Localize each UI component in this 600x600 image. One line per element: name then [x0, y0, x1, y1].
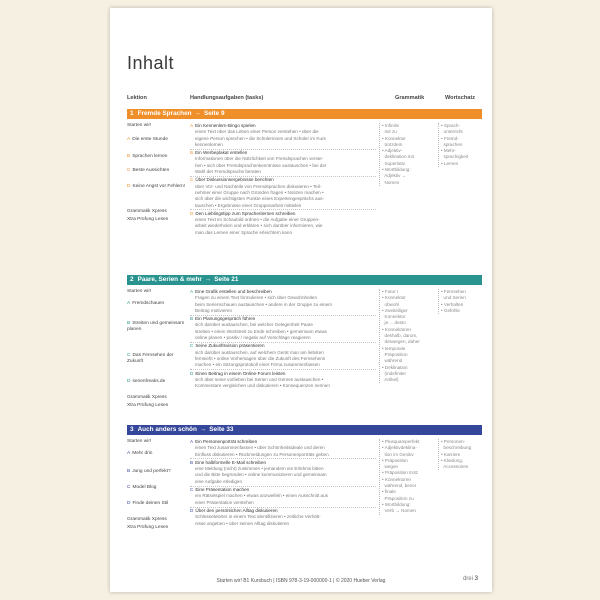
wortschatz-item: • Gefühle	[441, 307, 460, 313]
page-number	[463, 576, 478, 582]
task-description-line: eine Meldung (nicht) zustimmen • jemandem ein Erlebnis bitten	[195, 466, 324, 472]
task-description-line: streiten • einen Wortstreit zu Ende schreiben • gemeinsam etwas	[195, 328, 327, 334]
section-page: Seite 33	[209, 426, 234, 433]
lektion-letter: B	[127, 321, 131, 326]
grammatik-item: Konnektor	[382, 314, 406, 320]
task-description-line: einen Text zusammenfassen • über Schönheitsideale und deren	[195, 445, 325, 451]
lektion-letter: B	[127, 154, 131, 159]
grammatik-list	[379, 123, 435, 186]
wortschatz-item: • Fernsehen	[441, 289, 466, 294]
col-wortschatz: Wortschatz	[445, 95, 476, 101]
task-title-text: Eine Präsentation machen	[195, 487, 250, 493]
task-title-text: Den Lieblingstipp zum Sprachenlernen schreiben	[195, 210, 296, 216]
task-block	[190, 289, 376, 314]
wortschatz-item: • Sprach-	[441, 123, 460, 128]
section-body	[127, 435, 482, 561]
lektion-item[interactable]	[127, 301, 189, 307]
grammatik-item: • Deklination	[382, 364, 408, 370]
lektion-item[interactable]	[127, 209, 189, 215]
task-block	[190, 123, 376, 148]
lektion-item[interactable]	[127, 217, 189, 223]
section-number: 1	[130, 110, 134, 117]
task-description-line: online planen • positiv / negativ auf Vorschläge reagieren	[195, 335, 311, 341]
wortschatz-item: Accessoires	[441, 464, 469, 470]
task-description-line: man das Lernen einer Sprache erleichtern kann	[195, 229, 293, 235]
lektion-label: Beste Aussichten	[132, 168, 170, 173]
grammatik-item: • Wortbildung:	[382, 167, 411, 173]
grammatik-item: wegen	[382, 464, 399, 470]
grammatik-item: • Präposition	[382, 457, 408, 463]
lektion-item[interactable]	[127, 403, 189, 409]
grammatik-item: je ... desto	[382, 320, 406, 326]
task-title-text: Ein Personenporträt schreiben	[195, 439, 258, 444]
grammatik-item: • Präposition trotz	[382, 470, 419, 476]
lektion-item[interactable]	[127, 168, 189, 174]
section-body	[127, 285, 482, 423]
lektion-label: Xtra Prüfung Lesen	[127, 525, 169, 530]
task-description-line: einen Text im Schaubild ordnen • die Aufgabe einer Gruppen-	[195, 217, 320, 223]
lektion-item[interactable]	[127, 154, 189, 160]
task-description-line: eigene Person sprechen • die Schülerinnen und Schüler im Kurs	[195, 135, 326, 141]
task-block	[190, 343, 376, 368]
task-description-line: eine Aufgabe erledigen	[195, 478, 242, 484]
task-title-text: Seine Zukunftsvision präsentieren	[195, 343, 265, 349]
footer-text: Starten wir! B1 Kursbuch | ISBN 978-3-19-000000-1 | © 2020 Hueber Verlag	[216, 578, 386, 584]
wortschatz-list	[438, 439, 482, 470]
grammatik-item: • Konnektoren	[382, 326, 411, 332]
wortschatz-item: • Mehr-	[441, 148, 456, 154]
grammatik-item: • Konnektor	[382, 295, 406, 301]
wortschatz-item: beschreibung	[441, 445, 472, 451]
grammatik-item: trotzdem	[382, 141, 403, 147]
task-title-text: Eine Grafik erstellen und beschreiben	[195, 289, 272, 294]
task-description-line: Schlüsselwörter in einem Text identifizieren • zeitliche Verhält-	[195, 514, 321, 520]
lektion-label: serienfreaks.de	[132, 379, 166, 384]
lektion-label: Fremdschauen	[132, 301, 165, 306]
task-title-text: Ein Kennenlern-Bingo spielen	[195, 123, 256, 128]
task-description-line: Beitrag motivieren	[195, 307, 233, 313]
wortschatz-item: • Kleidung,	[441, 457, 464, 463]
lektion-item[interactable]	[127, 379, 189, 385]
lektion-item[interactable]	[127, 353, 189, 365]
column-headers	[127, 95, 482, 107]
section-page: Seite 9	[203, 110, 225, 117]
task-description-line: Einfluss diskutieren • Rückmeldungen zu Personenporträts geben	[195, 451, 329, 457]
task-description-line: Wahl der Fremdsprache beraten	[195, 169, 261, 175]
lektion-letter: A	[127, 137, 131, 142]
grammatik-item: deklination mit	[382, 154, 414, 160]
task-description-line: einer Präsentation verstehen	[195, 499, 254, 505]
task-description-line: einen Text über das Leben einer Person verstehen • über die	[195, 129, 319, 135]
section-header-bar[interactable]	[127, 275, 482, 285]
section-title: Paare, Serien & mehr	[137, 276, 202, 283]
task-description-line: hen • sich über Fremdsprachenkenntnisse austauschen • bei der	[195, 162, 327, 168]
grammatik-item: tion im Genitiv	[382, 451, 414, 457]
lektion-label: Keine Angst vor Fehlern!	[132, 184, 185, 189]
col-handlung: Handlungsaufgaben (tasks)	[190, 95, 264, 101]
task-description-line: sich darüber austauschen, auf welchem Gerät man am liebsten	[195, 349, 324, 355]
lektion-label: Sprachen lernen	[132, 154, 168, 159]
wortschatz-item: und Serien	[441, 295, 466, 301]
page-label: drei	[462, 576, 473, 582]
section-1	[127, 109, 482, 267]
task-letter: B	[190, 459, 194, 465]
lektion-item[interactable]	[127, 501, 189, 507]
lektion-item[interactable]	[127, 525, 189, 531]
lektion-label: Grammatik Xpress	[127, 395, 167, 400]
task-letter: B	[190, 316, 194, 322]
section-number: 3	[130, 426, 134, 433]
lektion-item[interactable]	[127, 485, 189, 491]
lektion-item[interactable]	[127, 123, 189, 129]
wortschatz-list	[438, 123, 482, 167]
lektion-letter: C	[127, 353, 131, 358]
grammatik-item: • Plusquamperfekt	[382, 439, 420, 444]
task-title-text: Über den persönlichen Alltag diskutieren	[195, 508, 278, 513]
wortschatz-item: • Fremd-	[441, 135, 459, 141]
grammatik-item: Artikel)	[382, 377, 399, 383]
lektion-label: Model Blog	[132, 485, 157, 490]
lektion-label: Starten wir!	[127, 289, 152, 294]
task-description-line: ein Rätselspiel machen • etwas anzweifeln • einen Ausschnitt aus	[195, 493, 328, 499]
task-block	[190, 371, 376, 390]
lektion-label: Finde deinen Stil	[132, 501, 169, 506]
task-description-line: machen • ein Sitzungsprotokoll einer Firma zusammenfassen	[195, 362, 320, 368]
lektion-letter: C	[127, 485, 131, 490]
task-block	[190, 177, 376, 208]
task-block	[190, 150, 376, 175]
lektion-item[interactable]	[127, 395, 189, 401]
lektion-item[interactable]	[127, 321, 189, 333]
lektion-label: Streiten und gemeinsam planen	[127, 321, 185, 332]
task-title-text: Einen Beitrag in einem Online-Forum leisten	[195, 370, 286, 376]
lektion-label: Die erste Stunde	[132, 137, 168, 142]
lektion-item[interactable]	[127, 184, 189, 190]
grammatik-item: • Adjektivdeklina-	[382, 445, 417, 451]
lektion-item[interactable]	[127, 451, 189, 457]
task-letter: C	[190, 487, 194, 493]
lektion-label: Mehr drin	[132, 451, 153, 456]
col-grammatik: Grammatik	[395, 95, 425, 101]
lektion-letter: B	[127, 469, 131, 474]
lektion-letter: D	[127, 184, 131, 189]
task-title-text: Ein Werbeplakat erstellen	[195, 150, 248, 156]
task-block	[190, 211, 376, 236]
lektion-letter: A	[127, 451, 131, 456]
section-page: Seite 21	[214, 276, 239, 283]
grammatik-item: • Futur I	[382, 289, 399, 294]
section-3	[127, 425, 482, 561]
grammatik-item: Verb → Nomen	[382, 508, 416, 514]
lektion-label: Xtra Prüfung Lesen	[127, 217, 169, 222]
task-letter: A	[190, 289, 194, 294]
wortschatz-item: unterricht	[441, 129, 463, 135]
task-description-line: kennenlernen	[195, 141, 223, 147]
task-description-line: tauschen • Ergebnisse einer Gruppenarbeit mitteilen	[195, 202, 302, 208]
lektion-label: Jung und perfekt?	[132, 469, 171, 474]
task-block	[190, 316, 376, 341]
task-block	[190, 460, 376, 485]
section-number: 2	[130, 276, 134, 283]
task-block	[190, 487, 376, 506]
section-title: Auch anders schön	[137, 426, 197, 433]
section-title: Fremde Sprachen	[137, 110, 192, 117]
lektion-label: Starten wir!	[127, 123, 152, 128]
task-description-line: und die Bitte begründen • online kommunizieren und gemeinsam	[195, 472, 327, 478]
task-description-line: nisse angeben • über seinen Alltag diskutieren	[195, 520, 290, 526]
lektion-label: Starten wir!	[127, 439, 152, 444]
task-title-text: Ein Planungsgespräch führen	[195, 316, 256, 322]
task-title-text: Über Diskussionsergebnisse berichten	[195, 177, 274, 183]
task-letter: C	[190, 177, 194, 183]
section-header-bar[interactable]	[127, 109, 482, 119]
wortschatz-item: • Karriere	[441, 451, 461, 457]
grammatik-item: Präposition zu	[382, 495, 414, 501]
wortschatz-item: • Personen-	[441, 439, 466, 444]
lektion-item[interactable]	[127, 517, 189, 523]
lektion-letter: C	[127, 168, 131, 173]
arrow-icon: →	[199, 426, 207, 433]
lektion-letter: D	[127, 379, 131, 384]
task-description-line: fernsieht • online Vorhersagen über die Zukunft des Fernsehens	[195, 355, 326, 361]
task-letter: D	[190, 508, 194, 513]
page-title: Inhalt	[127, 53, 175, 73]
lektion-item[interactable]	[127, 289, 189, 295]
task-description-line: über Vor- und Nachteile von Fremdsprachen diskutieren • Teil-	[195, 183, 322, 189]
grammatik-item: • temporale	[382, 345, 406, 351]
grammatik-item: • Konnektoren	[382, 476, 411, 482]
task-description-line: beim Serienschauen austauschen • andere in der Gruppe zu einem	[195, 301, 332, 307]
grammatik-item: (indefiniter	[382, 370, 407, 376]
grammatik-item: • Konnektor	[382, 135, 406, 141]
section-2	[127, 275, 482, 423]
lektion-label: Xtra Prüfung Lesen	[127, 403, 169, 408]
lektion-letter: A	[127, 301, 131, 306]
lektion-label: Das Fernsehen der Zukunft	[127, 353, 174, 364]
wortschatz-item: sprachen	[441, 141, 463, 147]
grammatik-item: • Wortbildung:	[382, 501, 411, 507]
grammatik-item: mit zu	[382, 129, 397, 135]
grammatik-item: • finale	[382, 489, 396, 495]
section-body	[127, 119, 482, 267]
task-description-line: Fragen zu einem Text formulieren • sich über Gewohnheiten	[195, 295, 318, 301]
lektion-item[interactable]	[127, 439, 189, 445]
task-description-line: sich über seine vorlieben bei Serien und Genres austauschen •	[195, 376, 324, 382]
task-letter: D	[190, 210, 194, 216]
lektion-item[interactable]	[127, 137, 189, 143]
col-lektion: Lektion	[127, 95, 147, 101]
grammatik-item: obwohl	[382, 301, 400, 307]
task-block	[190, 508, 376, 527]
grammatik-item: Adjektiv →	[382, 173, 407, 179]
grammatik-item: während	[382, 358, 403, 364]
arrow-icon: →	[204, 276, 212, 283]
wortschatz-item: • Lernen	[441, 160, 459, 166]
task-description-line: sich darüber austauschen, bei welcher Gelegenheit Paare	[195, 322, 313, 328]
lektion-label: Grammatik Xpress	[127, 517, 167, 522]
grammatik-item: Präposition	[382, 351, 408, 357]
task-block	[190, 439, 376, 458]
task-letter: A	[190, 439, 194, 444]
grammatik-item: deshalb, darum,	[382, 333, 418, 339]
task-description-line: arbeit wiederholen und erklären • sich darüber informieren, wie	[195, 223, 323, 229]
task-description-line: Informationen über die Nützlichkeit von Fremdsprachen verste-	[195, 156, 324, 162]
task-letter: D	[190, 370, 194, 376]
task-description-line: Kommentare vergleichen und diskutieren • Konsequenzen nennen	[195, 383, 330, 389]
task-title-text: Eine halbformelle E-Mail schreiben	[195, 459, 267, 465]
lektion-item[interactable]	[127, 469, 189, 475]
section-header-bar[interactable]	[127, 425, 482, 435]
grammatik-item: Superlativ	[382, 160, 405, 166]
task-letter: B	[190, 150, 194, 156]
grammatik-item: • zweiteiliger	[382, 307, 408, 313]
lektion-label: Grammatik Xpress	[127, 209, 167, 214]
grammatik-item: • Infinitiv	[382, 123, 400, 128]
task-description-line: sich über die wichtigsten Punkte eines Expertengesprächs aus-	[195, 196, 324, 202]
wortschatz-list	[438, 289, 482, 314]
grammatik-item: Nomen	[382, 179, 400, 185]
page-number-value: 3	[474, 576, 478, 582]
wortschatz-item: sprachigkeit	[441, 154, 469, 160]
task-description-line: nehmer einer Gruppe nach Gründen fragen • Notizen machen •	[195, 189, 324, 195]
wortschatz-item: • Verhalten	[441, 301, 464, 307]
grammatik-item: deswegen, daher	[382, 339, 420, 345]
task-letter: A	[190, 123, 194, 128]
grammatik-item: während, bevor	[382, 483, 417, 489]
grammatik-item: • Adjektiv-	[382, 148, 403, 154]
grammatik-list	[379, 439, 435, 515]
arrow-icon: →	[194, 110, 201, 117]
grammatik-list	[379, 289, 435, 383]
lektion-letter: D	[127, 501, 131, 506]
task-letter: C	[190, 343, 194, 349]
document-page	[110, 8, 492, 592]
